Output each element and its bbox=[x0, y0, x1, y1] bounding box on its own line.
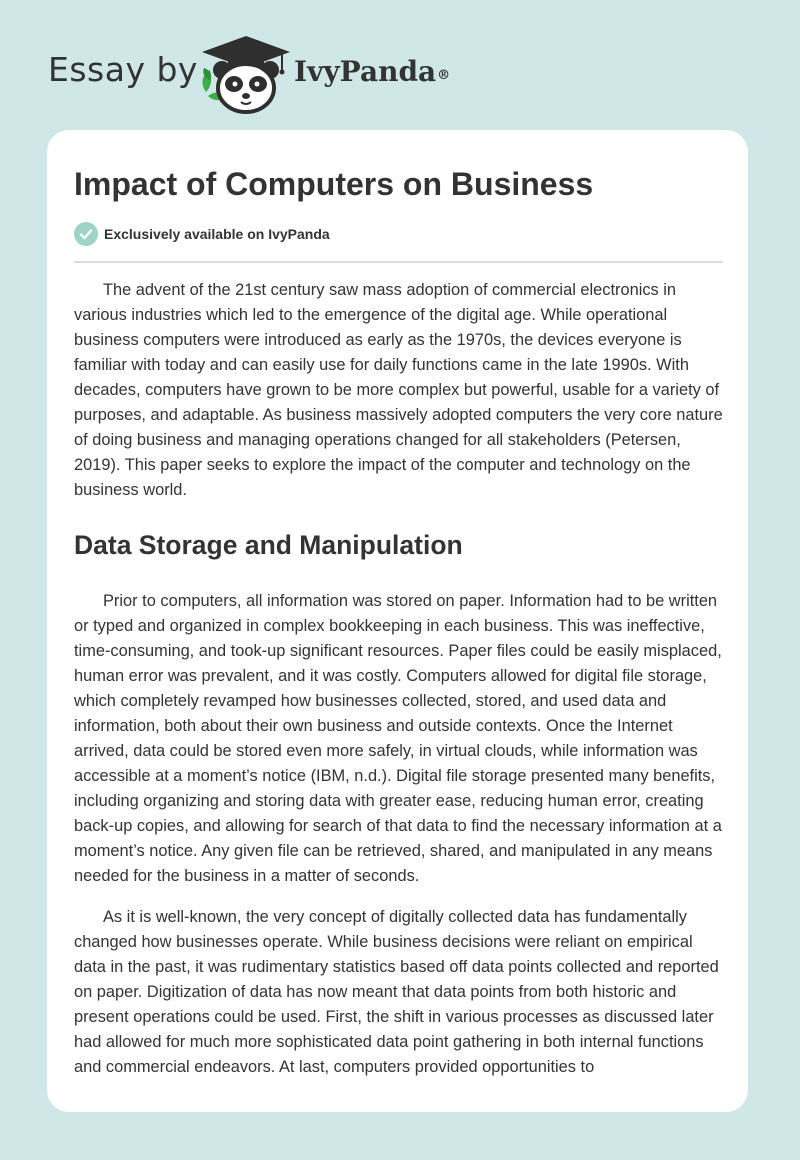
paragraph-intro: The advent of the 21st century saw mass adoption of commercial electronics in various industries which led to the emergence of the digital age. While operational business computers were introduced as early as the 1970s, the devices everyone is familiar with today and can easily use for daily functions came in the late 1990s. With decades, computers have grown to be more complex but powerful, usable for a variety of purposes, and adaptable. As business massively adopted computers the very core nature of doing business and managing operations changed for all stakeholders (Petersen, 2019). This paper seeks to explore the impact of the computer and technology on the business world. bbox=[74, 281, 723, 499]
article-body bbox=[74, 278, 726, 1080]
site-header bbox=[0, 0, 800, 120]
check-circle-icon bbox=[74, 222, 98, 246]
registered-mark: ® bbox=[437, 68, 451, 83]
essay-by-label: Essay by bbox=[48, 50, 198, 89]
title-divider bbox=[74, 261, 723, 263]
paragraph-data-storage: Prior to computers, all information was stored on paper. Information had to be written or typed and organized in complex bookkeeping in each business. This was ineffective, time-consuming, and took-up significant resources. Paper files could be easily misplaced, human error was prevalent, and it was costly. Computers allowed for digital file storage, which completely revamped how businesses collected, stored, and used data and information, both about their own business and outside contexts. Once the Internet arrived, data could be stored even more safely, in virtual clouds, while information was accessible at a moment’s notice (IBM, n.d.). Digital file storage presented many benefits, including organizing and storing data with greater ease, reducing human error, creating back-up copies, and allowing for search of that data to find the necessary information at a moment’s notice. Any given file can be retrieved, shared, and manipulated in any means needed for the business in a matter of seconds. bbox=[74, 592, 722, 885]
brand-name[interactable] bbox=[294, 52, 450, 92]
section-heading: Data Storage and Manipulation bbox=[74, 530, 463, 560]
exclusive-badge bbox=[74, 222, 330, 246]
article-card bbox=[47, 130, 748, 1112]
brand-text: IvyPanda bbox=[294, 55, 437, 88]
panda-graduate-icon bbox=[198, 34, 294, 114]
exclusive-badge-label: Exclusively available on IvyPanda bbox=[104, 226, 330, 242]
paragraph-digital-data: As it is well-known, the very concept of digitally collected data has fundamentally changed how businesses operate. While business decisions were reliant on empirical data in the past, it was rudimentary statistics based off data points collected and reported on paper. Digitization of data has now meant that data points from both historic and present operations could be used. First, the shift in various processes as discussed later had allowed for much more sophisticated data point gathering in both internal functions and commercial endeavors. At last, computers provided opportunities to bbox=[74, 908, 719, 1076]
page-title: Impact of Computers on Business bbox=[74, 166, 594, 202]
